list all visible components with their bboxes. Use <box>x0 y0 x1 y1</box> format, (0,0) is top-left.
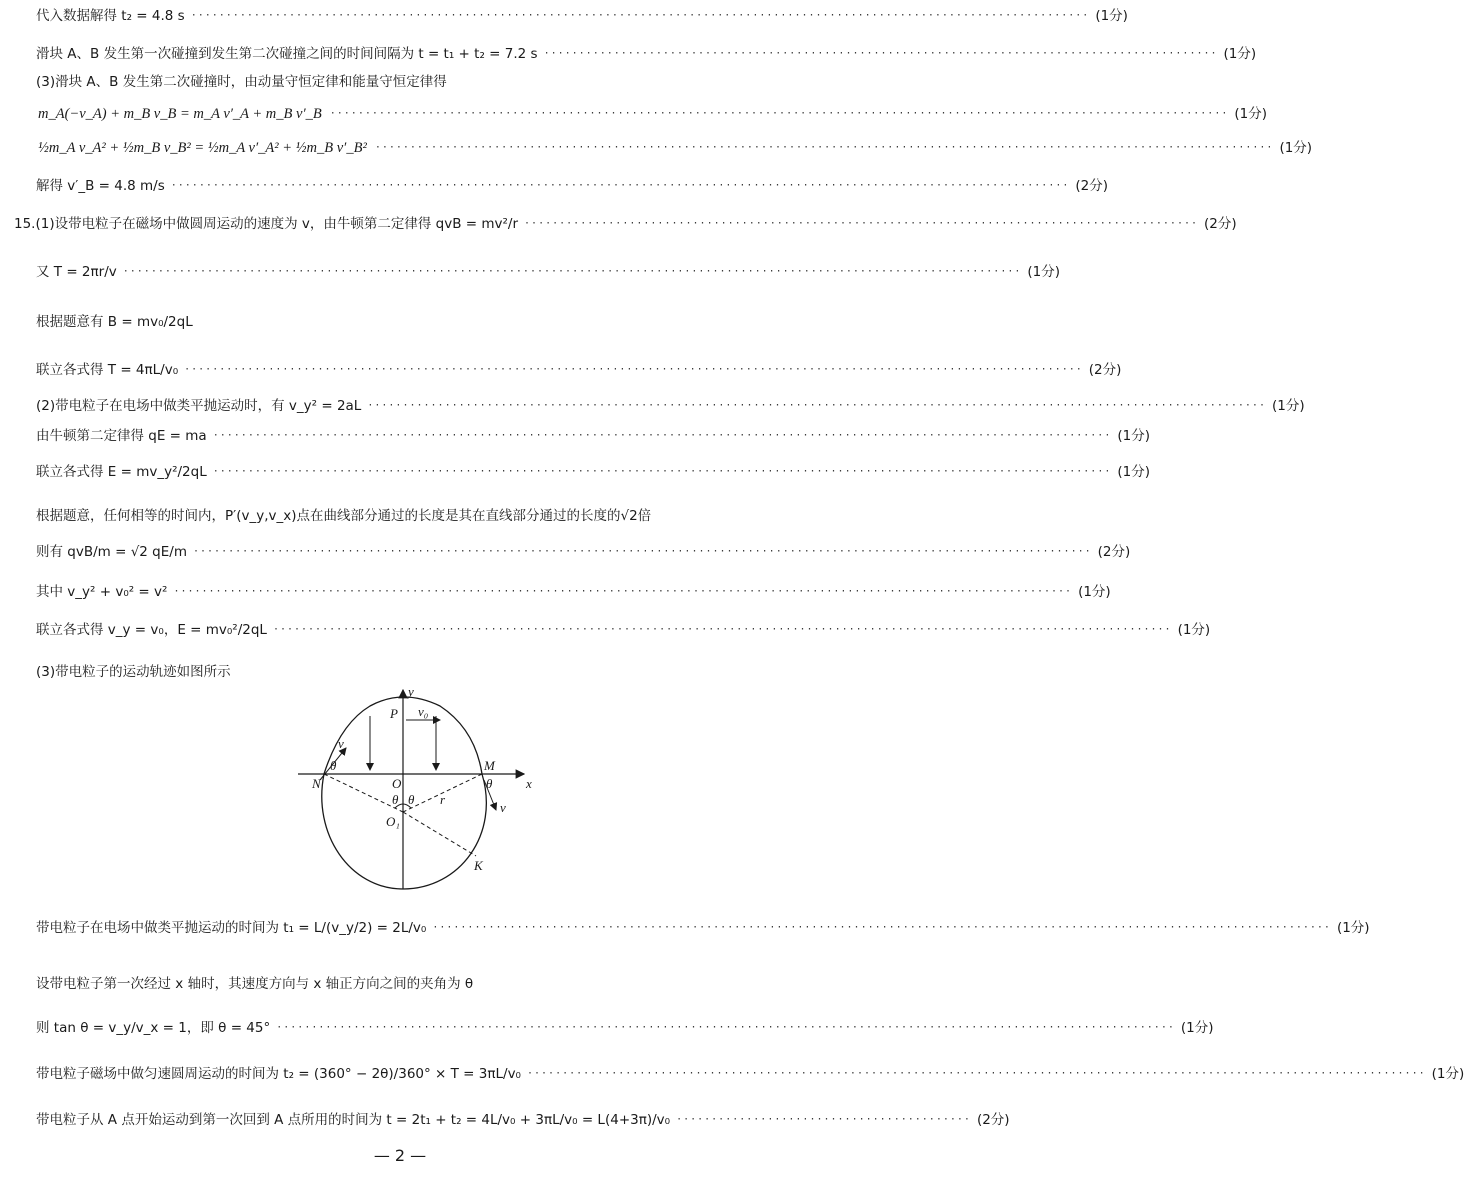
score-mark: (1分) <box>1234 106 1267 122</box>
leader-dots: ································································································································ <box>212 466 1112 477</box>
line-text: 联立各式得 T = 4πL/v₀ <box>36 362 179 378</box>
equation: ½m_A v_A² + ½m_B v_B² = ½m_A v′_A² + ½m_B v′_B² <box>38 140 367 156</box>
trajectory-figure <box>290 684 540 894</box>
line-text: (3)带电粒子的运动轨迹如图所示 <box>36 664 231 680</box>
score-mark: (1分) <box>1271 398 1305 414</box>
leader-dots: ································································································ <box>543 48 1218 59</box>
label-M: M <box>484 758 495 773</box>
solution-line <box>36 262 1060 282</box>
line-text: (3)滑块 A、B 发生第二次碰撞时，由动量守恒定律和能量守恒定律得 <box>36 74 447 90</box>
line-text: 由牛顿第二定律得 qE = ma <box>36 428 207 444</box>
line-text: 带电粒子从 A 点开始运动到第一次回到 A 点所用的时间为 t = 2t₁ + t₂ = 4L/v₀ + 3πL/v₀ = L(4+3π)/v₀ <box>36 1112 671 1128</box>
label-O: O <box>392 776 402 791</box>
score-mark: (2分) <box>1204 216 1237 232</box>
leader-dots: ································································································································ <box>193 546 1092 557</box>
leader-dots: ································································································································ <box>276 1022 1175 1033</box>
label-N: N <box>312 776 321 791</box>
line-text: 设带电粒子第一次经过 x 轴时，其速度方向与 x 轴正方向之间的夹角为 θ <box>36 976 474 992</box>
line-text: 根据题意有 B = mv₀/2qL <box>36 314 193 330</box>
score-mark: (2分) <box>1088 362 1122 378</box>
solution-line <box>36 360 1122 380</box>
score-mark: (1分) <box>1095 8 1128 24</box>
solution-line <box>36 506 780 526</box>
solution-line <box>36 138 1313 158</box>
solution-line <box>36 72 780 92</box>
line-text: 带电粒子磁场中做匀速圆周运动的时间为 t₂ = (360° − 2θ)/360° × T = 3πL/v₀ <box>36 1066 521 1082</box>
line-text: 则有 qvB/m = √2 qE/m <box>36 544 187 560</box>
label-O1: O₁ <box>386 814 400 829</box>
score-mark: (2分) <box>976 1112 1010 1128</box>
circle-trajectory <box>322 774 487 889</box>
label-theta-left: θ <box>330 758 337 773</box>
leader-dots: ································································································································ <box>173 586 1073 597</box>
leader-dots: ································································································································ <box>170 180 1070 191</box>
score-mark: (1分) <box>1027 264 1060 280</box>
label-r: r <box>440 792 446 807</box>
label-theta-c2: θ <box>408 792 415 807</box>
score-mark: (2分) <box>1097 544 1131 560</box>
line-text: 其中 v_y² + v₀² = v² <box>36 584 168 600</box>
solution-line <box>36 1064 1464 1084</box>
score-mark: (1分) <box>1223 46 1257 62</box>
line-text: 则 tan θ = v_y/v_x = 1，即 θ = 45° <box>36 1020 271 1036</box>
leader-dots: ································································································································ <box>184 364 1083 375</box>
leader-dots: ································································································································ <box>122 266 1022 277</box>
label-v-left: v <box>338 736 344 751</box>
solution-line <box>36 462 1150 482</box>
leader-dots: ································································································································ <box>190 10 1090 21</box>
leader-dots: ································································································································ <box>374 142 1274 153</box>
line-text: 根据题意，任何相等的时间内，P′(v_y,v_x)点在曲线部分通过的长度是其在直线部分通过的长度的√2倍 <box>36 508 652 524</box>
equation: m_A(−v_A) + m_B v_B = m_A v′_A + m_B v′_B <box>38 106 322 122</box>
solution-line <box>36 6 1128 26</box>
solution-line <box>36 104 1267 124</box>
solution-line <box>14 214 1237 234</box>
line-text: 滑块 A、B 发生第一次碰撞到发生第二次碰撞之间的时间间隔为 t = t₁ + t₂ = 7.2 s <box>36 46 538 62</box>
score-mark: (1分) <box>1117 428 1150 444</box>
solution-line <box>36 426 1150 446</box>
solution-line <box>36 176 1108 196</box>
leader-dots: ································································································································ <box>367 400 1266 411</box>
label-theta-c1: θ <box>392 792 399 807</box>
solution-line <box>36 918 1370 938</box>
label-K: K <box>474 858 483 873</box>
line-text: 联立各式得 v_y = v₀，E = mv₀²/2qL <box>36 622 267 638</box>
leader-dots: ································································································································ <box>329 108 1229 119</box>
label-v0: v₀ <box>418 704 429 719</box>
solution-line <box>36 662 780 682</box>
line-text: 联立各式得 E = mv_y²/2qL <box>36 464 207 480</box>
solution-line <box>36 312 780 332</box>
solution-line <box>36 1018 1214 1038</box>
label-P: P <box>390 706 398 721</box>
label-y: y <box>408 684 414 699</box>
line-text: (2)带电粒子在电场中做类平抛运动时，有 v_y² = 2aL <box>36 398 362 414</box>
solution-line <box>36 1110 1010 1130</box>
score-mark: (1分) <box>1336 920 1370 936</box>
score-mark: (1分) <box>1117 464 1150 480</box>
leader-dots: ·········································· <box>676 1114 971 1125</box>
label-v-right: v <box>500 800 506 815</box>
line-text: 15.(1)设带电粒子在磁场中做圆周运动的速度为 v，由牛顿第二定律得 qvB = mv²/r <box>14 216 519 232</box>
page-number: — 2 — <box>373 1146 427 1165</box>
leader-dots: ································································································································ <box>212 430 1112 441</box>
label-theta-right: θ <box>486 776 493 791</box>
solution-line <box>36 582 1111 602</box>
solution-line <box>36 620 1211 640</box>
label-x: x <box>526 776 532 791</box>
line-text: 带电粒子在电场中做类平抛运动的时间为 t₁ = L/(v_y/2) = 2L/v₀ <box>36 920 427 936</box>
line-text: 又 T = 2πr/v <box>36 264 117 280</box>
radius-K <box>403 812 476 856</box>
leader-dots: ································································································································ <box>272 624 1172 635</box>
leader-dots: ································································································································ <box>432 922 1331 933</box>
solution-line <box>36 974 780 994</box>
solution-line <box>36 44 1257 64</box>
line-text: 解得 v′_B = 4.8 m/s <box>36 178 165 194</box>
solution-line <box>36 396 1305 416</box>
score-mark: (1分) <box>1177 622 1211 638</box>
line-text: 代入数据解得 t₂ = 4.8 s <box>36 8 185 24</box>
solution-line <box>36 542 1131 562</box>
leader-dots: ································································································ <box>524 218 1198 229</box>
score-mark: (1分) <box>1431 1066 1464 1082</box>
leader-dots: ································································································································ <box>526 1068 1426 1079</box>
score-mark: (2分) <box>1075 178 1108 194</box>
score-mark: (1分) <box>1279 140 1313 156</box>
score-mark: (1分) <box>1180 1020 1214 1036</box>
score-mark: (1分) <box>1078 584 1111 600</box>
